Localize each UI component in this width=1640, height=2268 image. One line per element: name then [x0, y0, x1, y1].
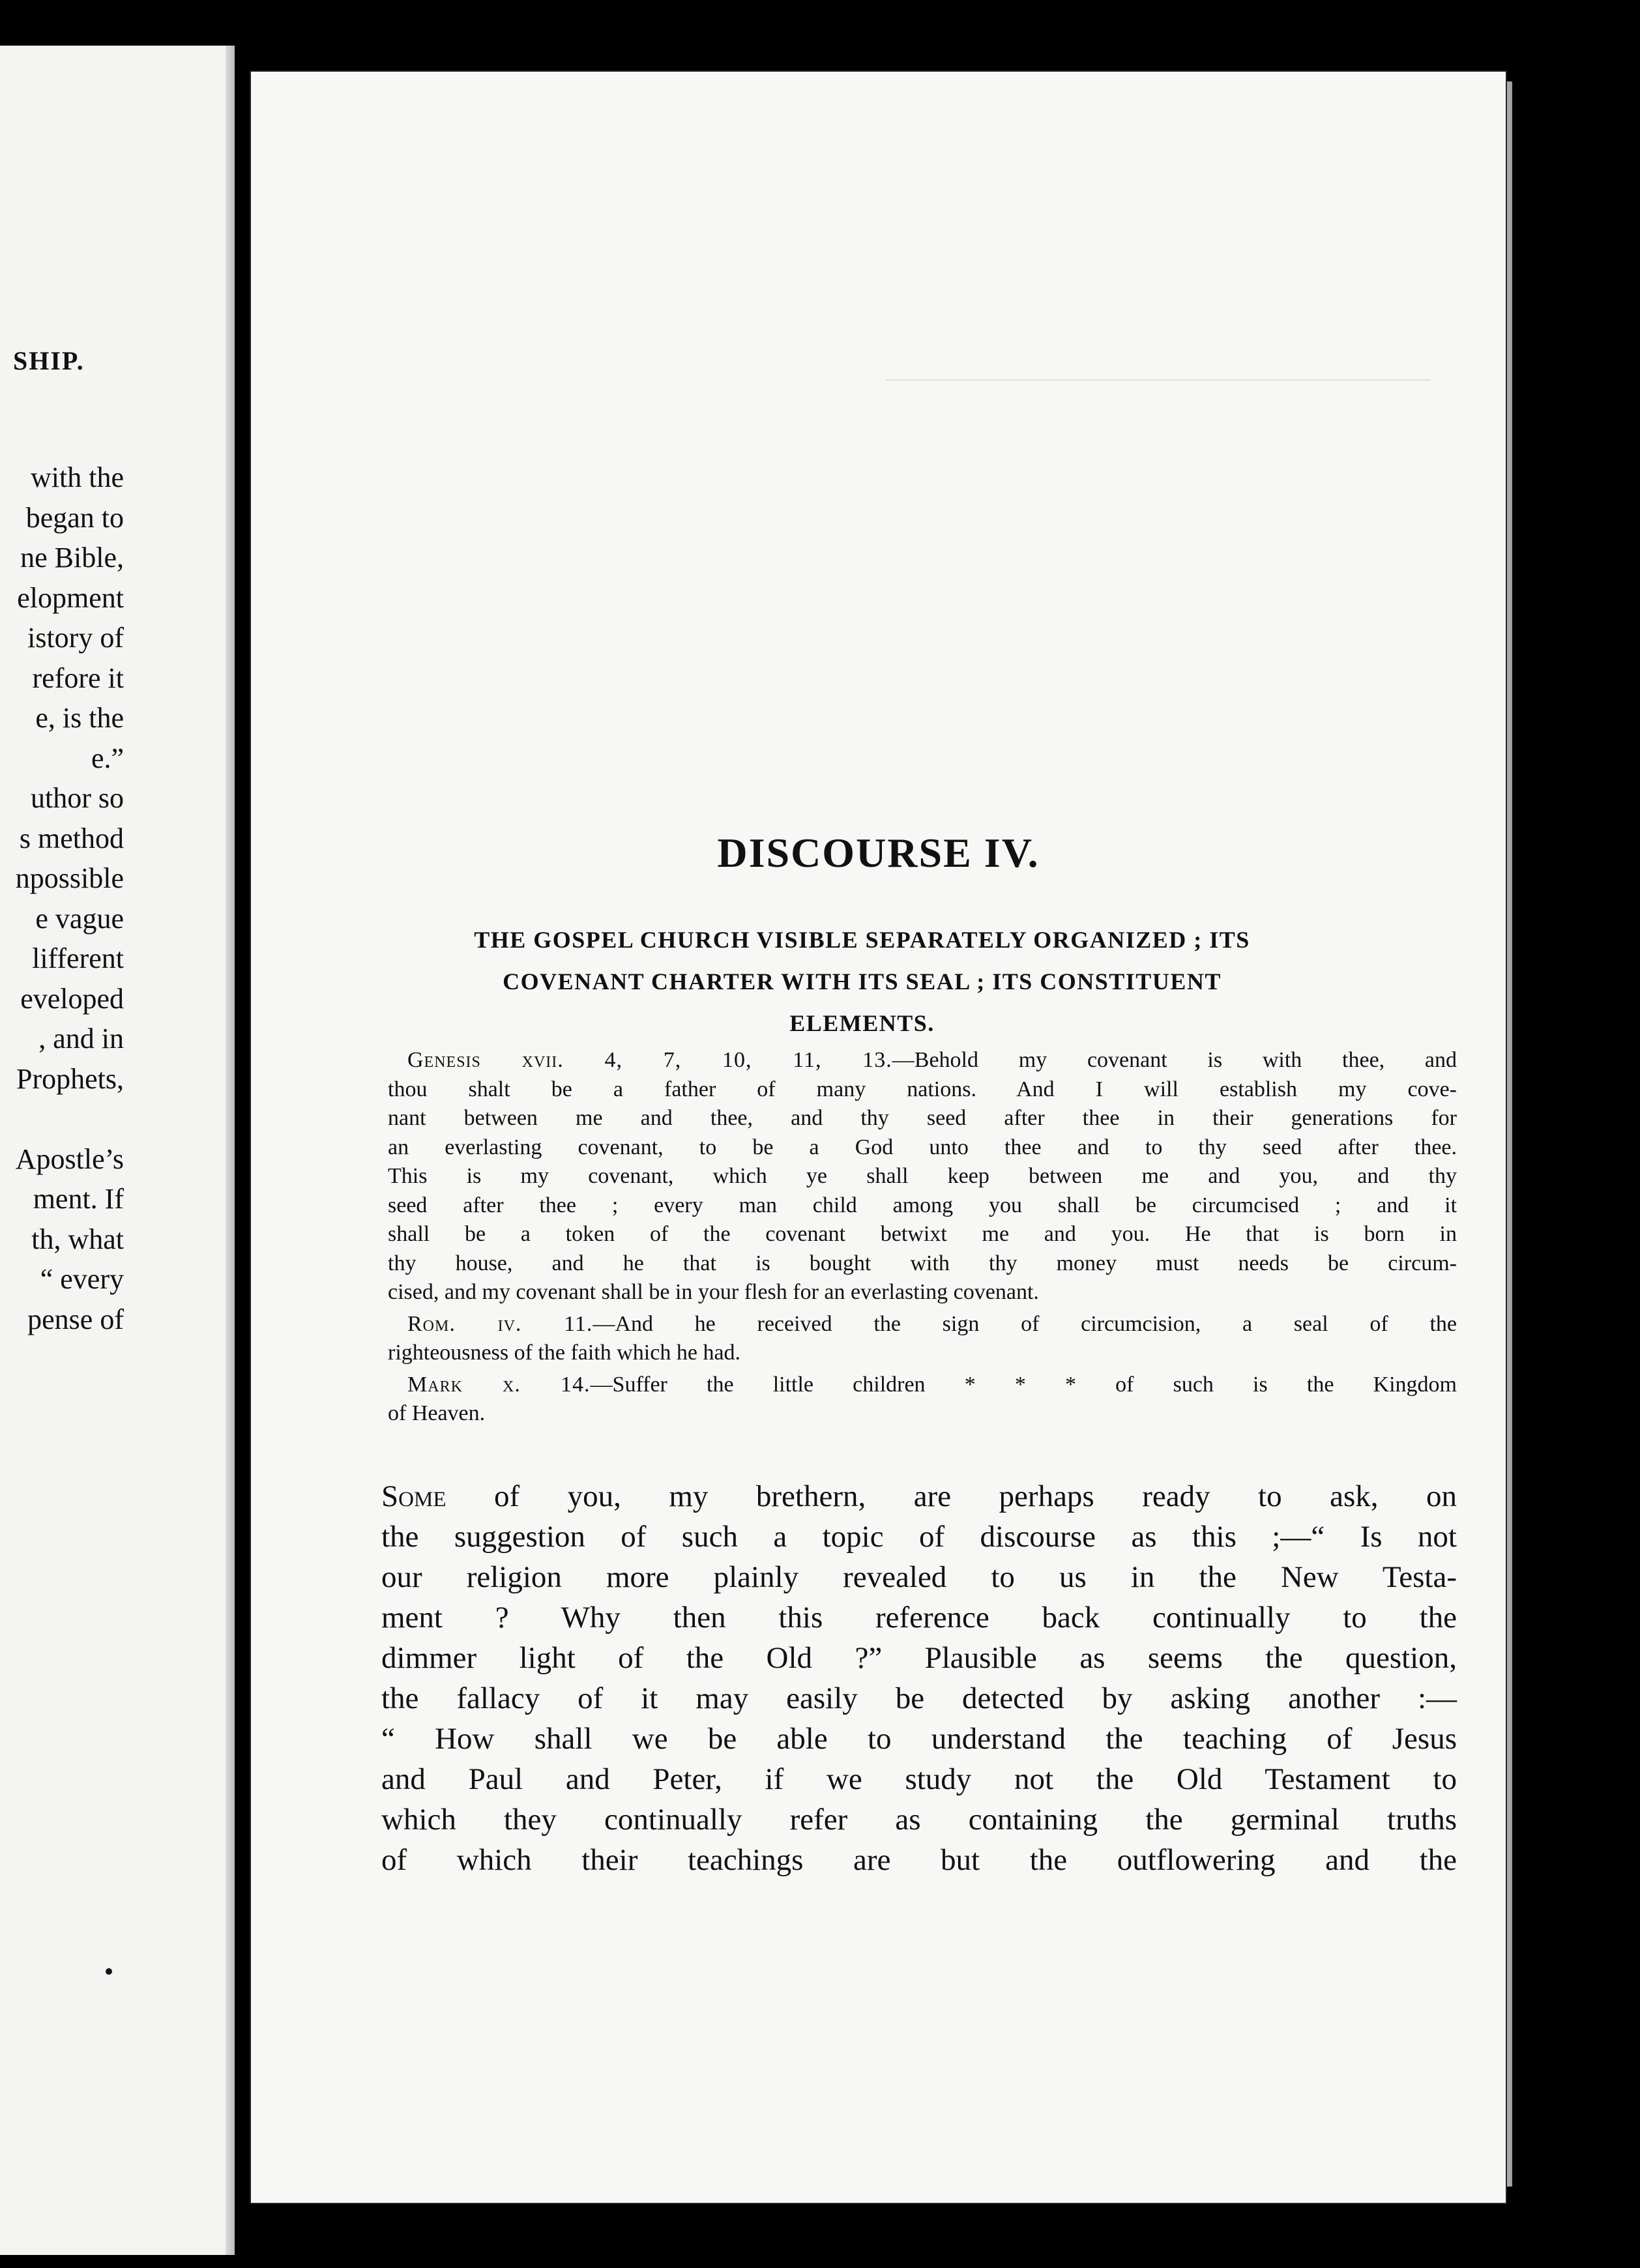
left-page-line: e vague [35, 902, 124, 935]
body-line-text: of which their teachings are but the outflowering and the [381, 1843, 1457, 1877]
body-line [381, 1840, 1457, 1880]
left-page-line: th, what [31, 1223, 124, 1255]
body-line-text: ment ? Why then this reference back continually to the [381, 1601, 1457, 1635]
main-page [251, 72, 1506, 2203]
left-page-line: lifferent [32, 942, 124, 974]
left-page-line: e.” [91, 742, 124, 774]
body-line [381, 1759, 1457, 1799]
body-line [381, 1557, 1457, 1597]
body-line [381, 1799, 1457, 1840]
subtitle-line: ELEMENTS. [789, 1010, 935, 1036]
scripture-text: righteousness of the faith which he had. [388, 1341, 741, 1365]
scripture-text: cised, and my covenant shall be in your flesh for an everlasting covenant. [388, 1280, 1039, 1304]
scripture-text: —Behold my covenant is with thee, and [892, 1048, 1457, 1072]
ink-speck [106, 1968, 112, 1975]
left-page-line: with the [31, 461, 124, 493]
body-line [381, 1719, 1457, 1759]
left-page-line: “ every [40, 1263, 124, 1295]
scripture-line [388, 1249, 1457, 1279]
scripture-text: thy house, and he that is bought with thy money must needs be circum- [388, 1251, 1457, 1275]
scripture-line [388, 1220, 1457, 1249]
scripture-text: seed after thee ; every man child among you shall be circumcised ; and it [388, 1193, 1457, 1217]
left-page-line: pense of [27, 1303, 124, 1335]
scripture-text: shall be a token of the covenant betwixt me and you. He that is born in [388, 1222, 1457, 1246]
left-page-line: s method [19, 822, 124, 854]
scripture-passage [388, 1371, 1457, 1429]
scripture-text: an everlasting covenant, to be a God unto thee and to thy seed after thee. [388, 1135, 1457, 1159]
opening-word: Some [381, 1479, 447, 1513]
scripture-line [388, 1075, 1457, 1105]
left-page-line: uthor so [31, 782, 124, 814]
scripture-text: of Heaven. [388, 1401, 486, 1425]
left-page-running-header: SHIP. [13, 346, 85, 375]
left-page-line: istory of [27, 622, 124, 654]
left-page-line [0, 1099, 124, 1139]
discourse-subtitle [381, 919, 1343, 1044]
scripture-reference: Genesis xvii. 4, 7, 10, 11, 13. [407, 1048, 892, 1072]
scripture-line [388, 1310, 1457, 1339]
scripture-line [388, 1046, 1457, 1075]
body-line-text: the fallacy of it may easily be detected by asking another :— [381, 1681, 1457, 1715]
body-line-text: “ How shall we be able to understand the teaching of Jesus [381, 1722, 1457, 1756]
body-line-text: and Paul and Peter, if we study not the Old Testament to [381, 1762, 1457, 1796]
scripture-line [388, 1104, 1457, 1133]
subtitle-line: THE GOSPEL CHURCH VISIBLE SEPARATELY ORGANIZED ; ITS [474, 927, 1250, 953]
scripture-epigraph [388, 1046, 1457, 1431]
body-line-text: our religion more plainly revealed to us in the New Testa- [381, 1560, 1457, 1594]
body-line-text: which they continually refer as containing the germinal truths [381, 1803, 1457, 1837]
scripture-passage [388, 1046, 1457, 1307]
scripture-line [388, 1162, 1457, 1191]
body-line-text: dimmer light of the Old ?” Plausible as seems the question, [381, 1641, 1457, 1675]
gutter-shadow [226, 46, 235, 2255]
left-page-line: Apostle’s [15, 1142, 124, 1175]
body-line-text: the suggestion of such a topic of discourse as this ;—“ Is not [381, 1520, 1457, 1554]
body-line-text: of you, my brethern, are perhaps ready to ask, on [446, 1479, 1457, 1513]
subtitle-line: COVENANT CHARTER WITH ITS SEAL ; ITS CONSTITUENT [503, 968, 1222, 995]
scripture-reference: Mark x. 14. [407, 1372, 591, 1397]
left-page-text-fragments [0, 458, 124, 1339]
scripture-text: thou shalt be a father of many nations. And I will establish my cove- [388, 1077, 1457, 1101]
scripture-line [388, 1399, 1457, 1429]
bleed-through-text: —————————————————————— [886, 364, 1431, 392]
left-page-line: ment. If [33, 1183, 124, 1215]
body-line [381, 1678, 1457, 1719]
body-line [381, 1638, 1457, 1678]
scripture-line [388, 1371, 1457, 1400]
scripture-line [388, 1339, 1457, 1368]
scripture-text: This is my covenant, which ye shall keep between me and you, and thy [388, 1164, 1457, 1188]
left-page-line: began to [25, 501, 124, 534]
discourse-title: DISCOURSE IV. [717, 830, 1040, 876]
scripture-reference: Rom. iv. 11. [407, 1311, 593, 1336]
left-page-line: eveloped [20, 982, 124, 1015]
scripture-line [388, 1278, 1457, 1307]
body-line [381, 1476, 1457, 1517]
left-facing-page [0, 46, 235, 2255]
body-line [381, 1517, 1457, 1557]
left-page-line: refore it [32, 662, 124, 694]
left-page-line: elopment [17, 581, 124, 614]
scripture-text: —And he received the sign of circumcision, a seal of the [593, 1311, 1457, 1336]
left-page-line: ne Bible, [20, 542, 124, 574]
scripture-text: nant between me and thee, and thy seed after thee in their generations for [388, 1106, 1457, 1130]
scripture-line [388, 1191, 1457, 1221]
scripture-text: —Suffer the little children * * * of such is the Kingdom [590, 1372, 1457, 1397]
discourse-body [381, 1476, 1457, 1880]
body-line [381, 1597, 1457, 1638]
left-page-line: Prophets, [16, 1062, 124, 1095]
left-page-line: e, is the [35, 702, 124, 734]
left-page-line: , and in [38, 1023, 124, 1054]
scripture-passage [388, 1310, 1457, 1368]
scripture-line [388, 1133, 1457, 1163]
left-page-line: npossible [15, 862, 124, 894]
